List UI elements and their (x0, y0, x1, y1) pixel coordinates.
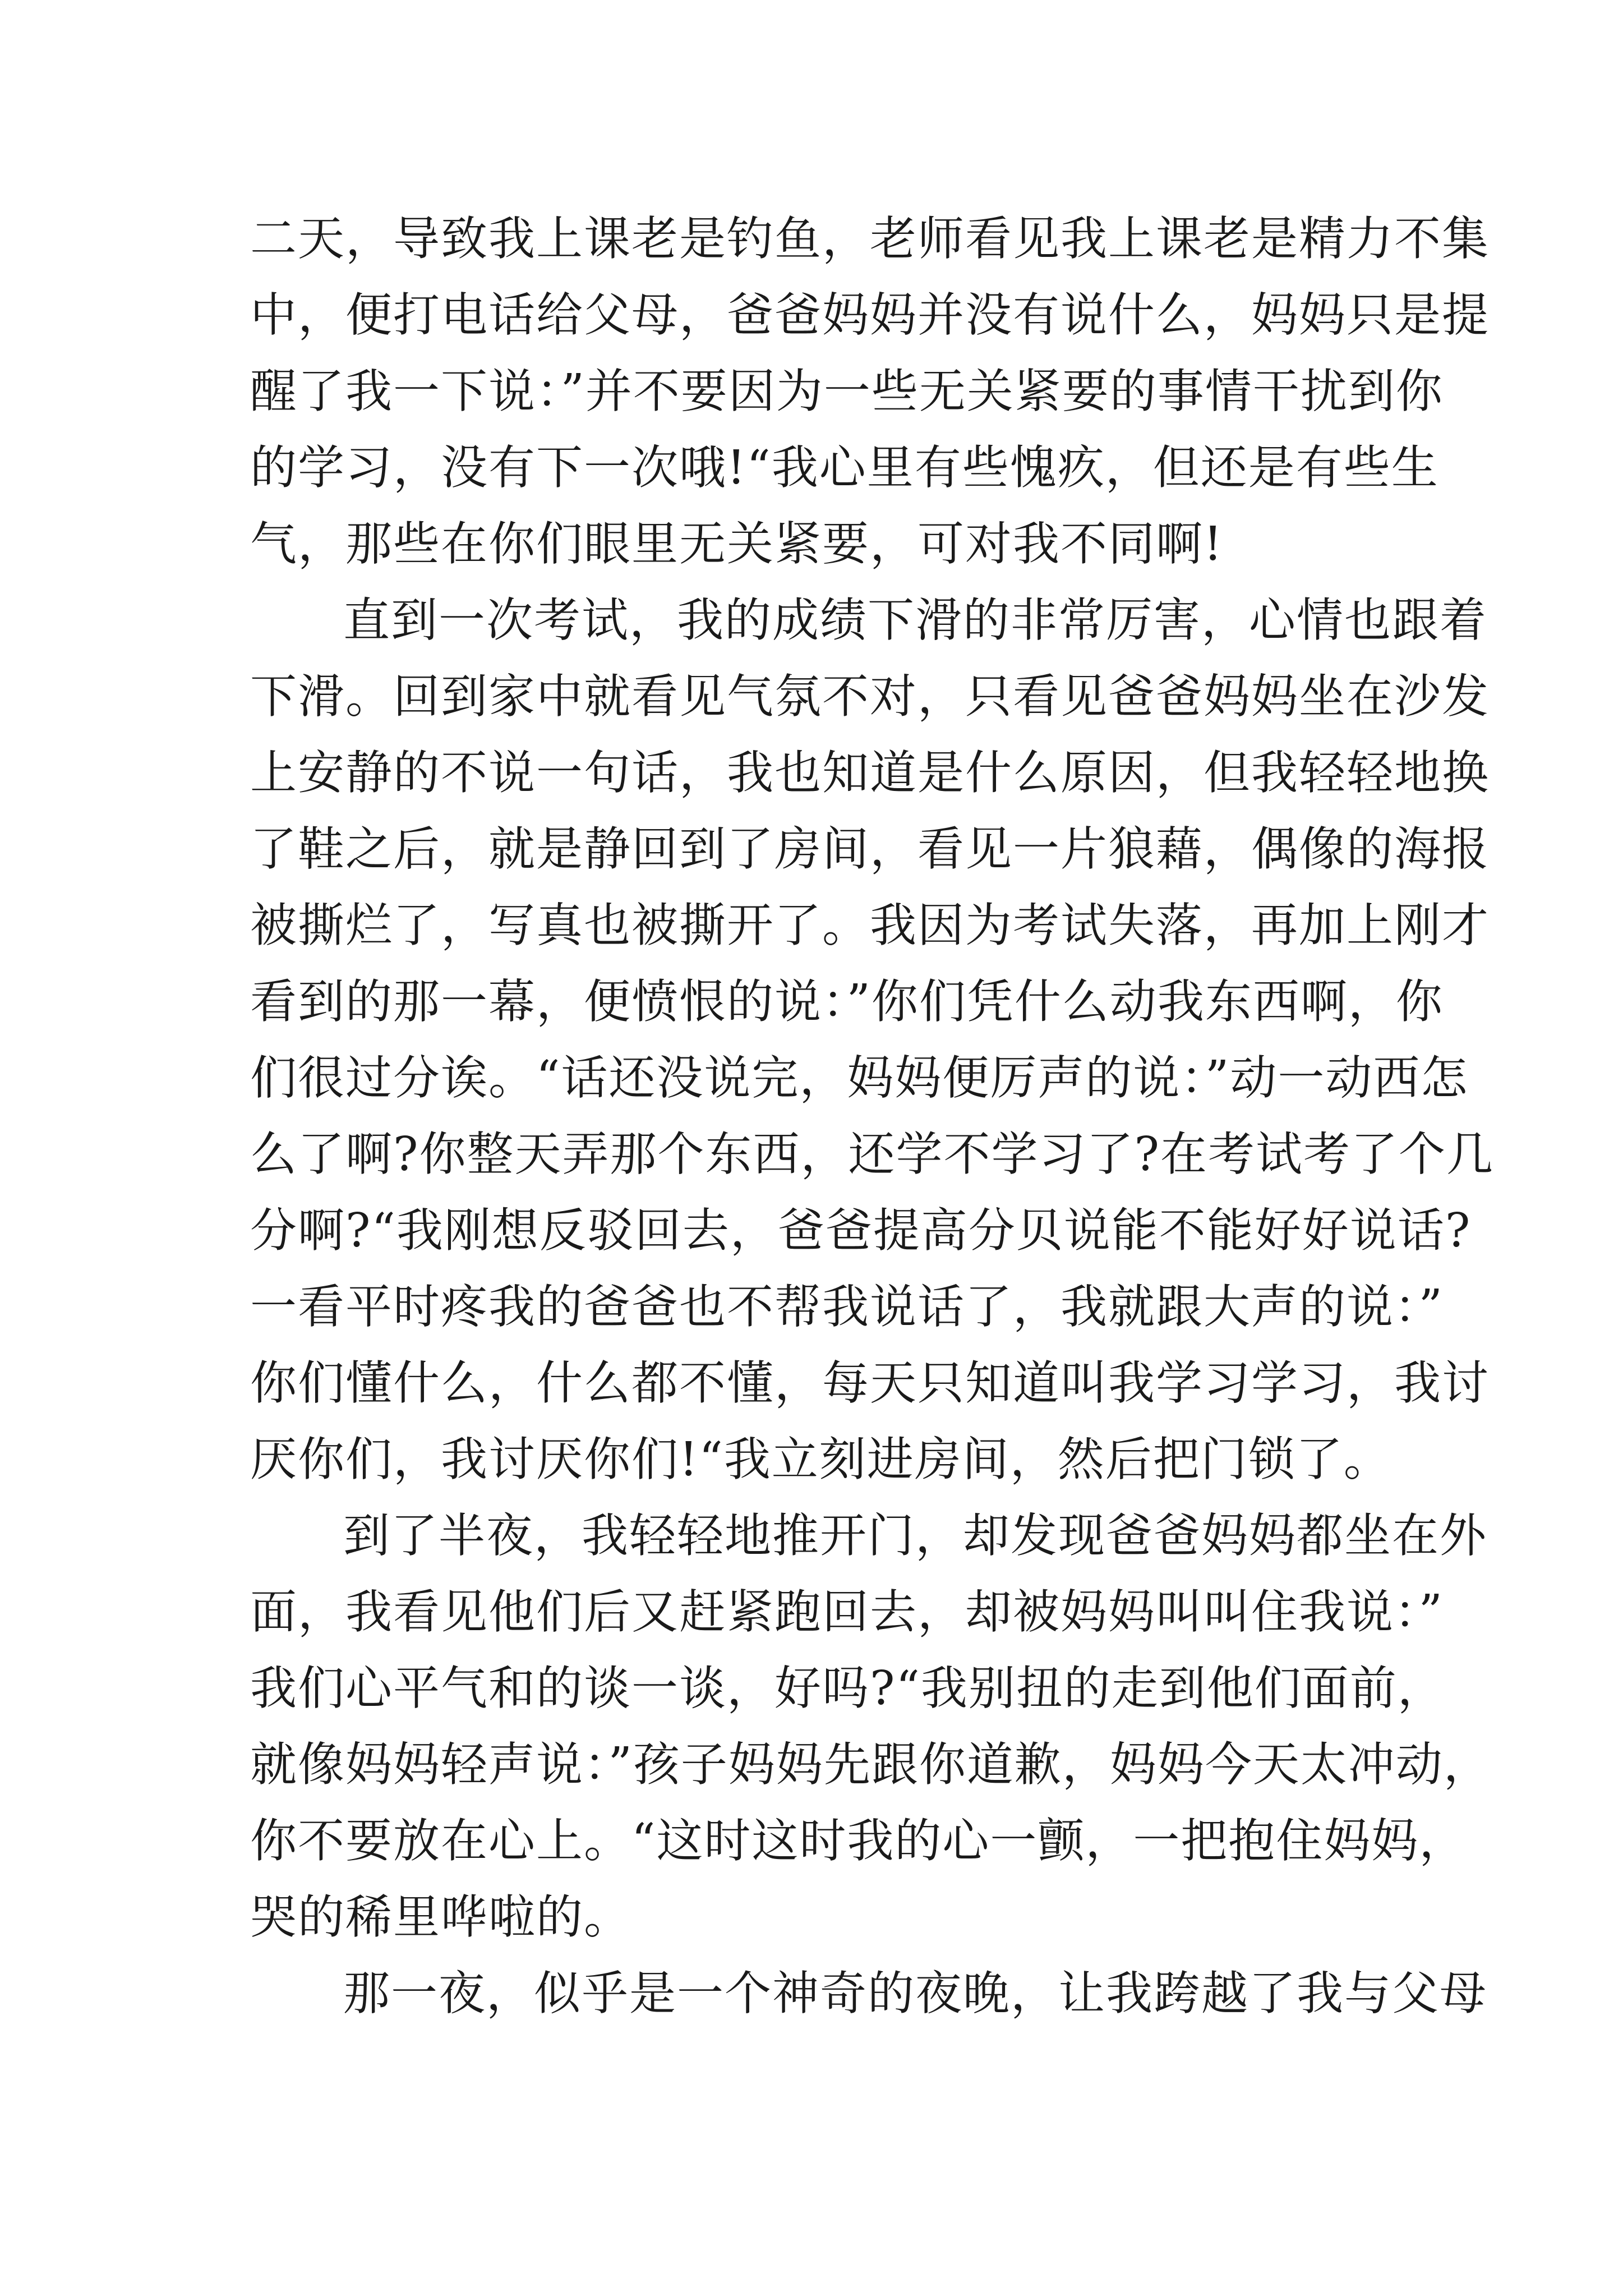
text-line: 哭的稀里哗啦的。 (250, 1890, 631, 1944)
text-line: 么了啊?你整天弄那个东西，还学不学习了?在考试考了个几 (250, 1127, 1494, 1181)
text-line: 厌你们，我讨厌你们!“我立刻进房间，然后把门锁了。 (250, 1432, 1391, 1487)
text-line: 了鞋之后，就是静回到了房间，看见一片狼藉，偶像的海报 (250, 822, 1490, 876)
text-line: 二天，导致我上课老是钓鱼，老师看见我上课老是精力不集 (250, 211, 1490, 266)
text-line: 下滑。回到家中就看见气氛不对，只看见爸爸妈妈坐在沙发 (250, 669, 1490, 724)
text-line: 上安静的不说一句话，我也知道是什么原因，但我轻轻地换 (250, 746, 1490, 800)
text-line: 看到的那一幕，便愤恨的说：”你们凭什么动我东西啊，你 (250, 974, 1444, 1029)
text-line: 们很过分诶。“话还没说完，妈妈便厉声的说：”动一动西怎 (250, 1051, 1469, 1105)
text-line: 到了半夜，我轻轻地推开门，却发现爸爸妈妈都坐在外 (343, 1508, 1487, 1563)
text-line: 气，那些在你们眼里无关紧要，可对我不同啊! (250, 517, 1224, 571)
text-line: 中，便打电话给父母，爸爸妈妈并没有说什么，妈妈只是提 (250, 288, 1490, 342)
paragraph (250, 1955, 1487, 2032)
text-line: 就像妈妈轻声说：”孩子妈妈先跟你道歉，妈妈今天太冲动， (250, 1737, 1491, 1792)
text-line: 面，我看见他们后又赶紧跑回去，却被妈妈叫叫住我说：” (250, 1585, 1444, 1639)
paragraph (250, 582, 1494, 1498)
text-line: 一看平时疼我的爸爸也不帮我说话了，我就跟大声的说：” (250, 1280, 1444, 1334)
document-body (250, 201, 1494, 2032)
text-line: 的学习，没有下一次哦!“我心里有些愧疚，但还是有些生 (250, 440, 1439, 495)
text-line: 我们心平气和的谈一谈，好吗?“我别扭的走到他们面前， (250, 1661, 1445, 1715)
text-line: 直到一次考试，我的成绩下滑的非常厉害，心情也跟着 (343, 593, 1487, 647)
text-line: 醒了我一下说：”并不要因为一些无关紧要的事情干扰到你 (250, 364, 1444, 418)
paragraph (250, 201, 1490, 582)
text-line: 你们懂什么，什么都不懂，每天只知道叫我学习学习，我讨 (250, 1356, 1490, 1410)
text-line: 被撕烂了，写真也被撕开了。我因为考试失落，再加上刚才 (250, 898, 1490, 953)
text-line: 那一夜，似乎是一个神奇的夜晚，让我跨越了我与父母 (343, 1966, 1487, 2021)
paragraph (250, 1498, 1491, 1955)
text-line: 你不要放在心上。“这时这时我的心一颤，一把抱住妈妈， (250, 1814, 1467, 1868)
text-line: 分啊?“我刚想反驳回去，爸爸提高分贝说能不能好好说话? (250, 1203, 1472, 1258)
